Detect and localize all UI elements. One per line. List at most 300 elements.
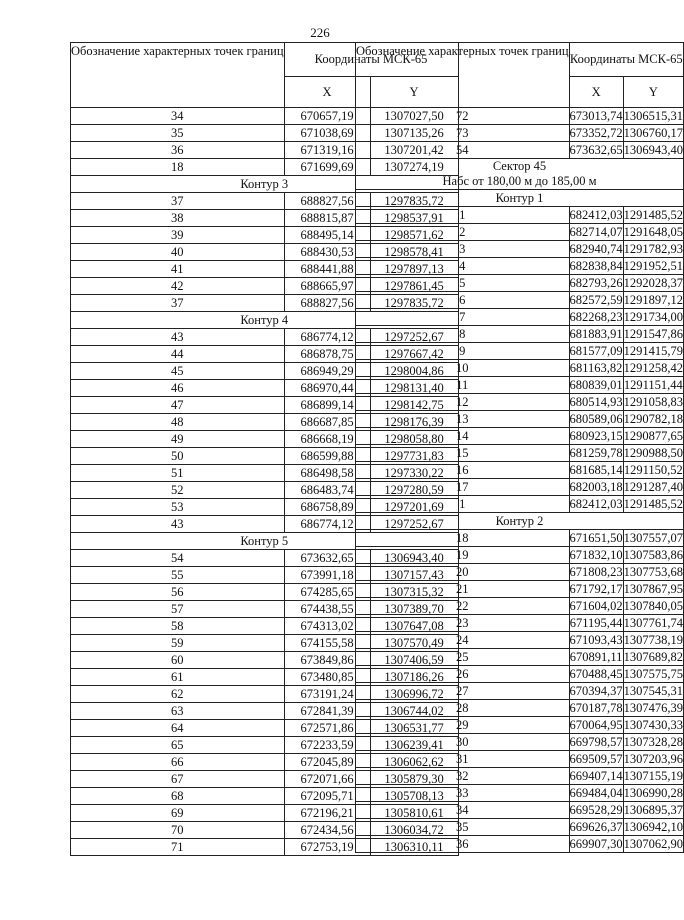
y-coordinate-cell: 1307583,86 [623, 548, 684, 562]
y-coordinate-cell: 1306239,41 [370, 737, 458, 754]
point-id-cell: 68 [71, 788, 285, 805]
section-row [356, 159, 684, 190]
x-coordinate-cell: 686483,74 [284, 482, 370, 499]
point-id-cell: 26 [356, 666, 570, 683]
point-id-cell: 18 [356, 530, 570, 547]
x-coordinate-cell: 672753,19 [284, 839, 370, 856]
x-coordinate-cell: 673191,24 [284, 686, 370, 703]
table-row [356, 428, 684, 445]
y-coordinate-cell: 1297897,13 [370, 261, 458, 278]
coordinates-table-right [355, 42, 684, 853]
point-id-cell: 36 [356, 836, 570, 853]
table-row [356, 836, 684, 853]
x-coordinate-cell: 680514,93 [569, 395, 623, 409]
point-id-cell: 9 [356, 343, 570, 360]
point-id-cell: 40 [71, 244, 285, 261]
table-row [356, 142, 684, 159]
x-coordinate-cell: 671038,69 [284, 125, 370, 142]
y-coordinate-cell: 1306531,77 [370, 720, 458, 737]
x-coordinate-cell: 682003,18 [569, 480, 623, 494]
section-title: Контур 3 [240, 176, 289, 191]
x-coordinate-cell: 674285,65 [284, 584, 370, 601]
point-id-cell: 38 [71, 210, 285, 227]
coordinates-header: Координаты МСК-65 [569, 43, 684, 77]
x-coordinate-cell: 670187,78 [569, 701, 623, 715]
x-coordinate-cell: 686774,12 [284, 329, 370, 346]
y-coordinate-cell: 1307406,59 [370, 652, 458, 669]
section-title: Контур 2 [495, 513, 544, 528]
y-coordinate-cell: 1307315,32 [370, 584, 458, 601]
y-coordinate-cell: 1291897,12 [623, 293, 684, 307]
y-coordinate-cell: 1307027,50 [370, 108, 458, 125]
y-coordinate-cell: 1298176,39 [370, 414, 458, 431]
y-header: Y [623, 77, 683, 108]
x-coordinate-cell: 669509,57 [569, 752, 623, 766]
table-row [356, 125, 684, 142]
point-id-cell: 21 [356, 581, 570, 598]
table-row [356, 394, 684, 411]
x-coordinate-cell: 673480,85 [284, 669, 370, 686]
y-coordinate-cell: 1290988,50 [623, 446, 684, 460]
point-id-cell: 43 [71, 516, 285, 533]
point-id-cell: 7 [356, 309, 570, 326]
point-id-cell: 67 [71, 771, 285, 788]
point-id-cell: 73 [356, 125, 570, 142]
table-row [356, 530, 684, 547]
x-coordinate-cell: 669528,29 [569, 803, 623, 817]
x-coordinate-cell: 680839,01 [569, 378, 623, 392]
y-coordinate-cell: 1306034,72 [370, 822, 458, 839]
section-row [356, 190, 684, 207]
y-coordinate-cell: 1291734,00 [623, 310, 684, 324]
x-coordinate-cell: 671808,23 [569, 565, 623, 579]
x-coordinate-cell: 688815,87 [284, 210, 370, 227]
point-id-cell: 17 [356, 479, 570, 496]
table-row [356, 751, 684, 768]
point-id-cell: 54 [356, 142, 570, 159]
point-id-cell: 42 [71, 278, 285, 295]
x-coordinate-cell: 672233,59 [284, 737, 370, 754]
y-coordinate-cell: 1291058,83 [623, 395, 684, 409]
y-coordinate-cell: 1297835,72 [370, 193, 458, 210]
y-coordinate-cell: 1306990,28 [623, 786, 684, 800]
table-row [356, 241, 684, 258]
page-number: 226 [310, 25, 330, 40]
point-id-cell: 30 [356, 734, 570, 751]
point-id-cell: 34 [356, 802, 570, 819]
x-coordinate-cell: 673013,74 [569, 109, 623, 123]
x-coordinate-cell: 672841,39 [284, 703, 370, 720]
point-id-cell: 6 [356, 292, 570, 309]
x-coordinate-cell: 671792,17 [569, 582, 623, 596]
y-coordinate-cell: 1305708,13 [370, 788, 458, 805]
point-id-cell: 71 [71, 839, 285, 856]
x-coordinate-cell: 673991,18 [284, 567, 370, 584]
section-title: Сектор 45 [492, 159, 547, 173]
point-id-cell: 11 [356, 377, 570, 394]
table-row [356, 802, 684, 819]
y-coordinate-cell: 1307753,68 [623, 565, 684, 579]
point-id-cell: 22 [356, 598, 570, 615]
point-id-cell: 29 [356, 717, 570, 734]
y-coordinate-cell: 1297252,67 [370, 516, 458, 533]
point-id-cell: 27 [356, 683, 570, 700]
point-id-cell: 5 [356, 275, 570, 292]
table-row [356, 683, 684, 700]
x-coordinate-cell: 688430,53 [284, 244, 370, 261]
section-label [356, 159, 684, 190]
table-row [356, 360, 684, 377]
x-coordinate-cell: 682572,59 [569, 293, 623, 307]
y-coordinate-cell: 1307689,82 [623, 650, 684, 664]
y-coordinate-cell: 1297201,69 [370, 499, 458, 516]
point-id-cell: 13 [356, 411, 570, 428]
y-coordinate-cell: 1307201,42 [370, 142, 458, 159]
y-coordinate-cell: 1306515,31 [623, 109, 684, 123]
y-coordinate-cell: 1291782,93 [623, 242, 684, 256]
point-id-cell: 46 [71, 380, 285, 397]
point-id-cell: 23 [356, 615, 570, 632]
y-coordinate-cell: 1291485,52 [623, 208, 684, 222]
table-row [356, 734, 684, 751]
y-coordinate-cell: 1291150,52 [623, 463, 683, 477]
y-coordinate-cell: 1291485,52 [623, 497, 684, 511]
table-row [356, 258, 684, 275]
point-id-cell: 43 [71, 329, 285, 346]
y-coordinate-cell: 1298571,62 [370, 227, 458, 244]
table-row [356, 224, 684, 241]
x-coordinate-cell: 686498,58 [284, 465, 370, 482]
point-id-cell: 36 [71, 142, 285, 159]
point-id-cell: 3 [356, 241, 570, 258]
point-id-cell: 65 [71, 737, 285, 754]
table-row [356, 377, 684, 394]
y-coordinate-cell: 1298131,40 [370, 380, 458, 397]
point-id-cell: 49 [71, 431, 285, 448]
x-coordinate-cell: 670394,37 [569, 684, 623, 698]
table-row [356, 275, 684, 292]
section-subtitle: Набс от 180,00 м до 185,00 м [442, 174, 597, 188]
y-coordinate-cell: 1291287,40 [623, 480, 684, 494]
point-id-cell: 35 [356, 819, 570, 836]
y-coordinate-cell: 1290782,18 [623, 412, 684, 426]
point-id-cell: 63 [71, 703, 285, 720]
y-coordinate-cell: 1306943,40 [370, 550, 458, 567]
x-coordinate-cell: 686599,88 [284, 448, 370, 465]
y-coordinate-cell: 1307761,74 [623, 616, 684, 630]
y-coordinate-cell: 1306996,72 [370, 686, 458, 703]
table-row [356, 207, 684, 224]
table-row [356, 615, 684, 632]
x-coordinate-cell: 669626,37 [569, 820, 623, 834]
table-row [356, 819, 684, 836]
x-coordinate-cell: 682412,03 [569, 497, 623, 511]
x-coordinate-cell: 671093,43 [569, 633, 623, 647]
y-coordinate-cell: 1306744,02 [370, 703, 458, 720]
point-id-cell: 55 [71, 567, 285, 584]
x-coordinate-cell: 682714,07 [569, 225, 623, 239]
point-id-cell: 56 [71, 584, 285, 601]
point-id-cell: 16 [356, 462, 570, 479]
y-coordinate-cell: 1298537,91 [370, 210, 458, 227]
point-id-cell: 32 [356, 768, 570, 785]
point-id-cell: 2 [356, 224, 570, 241]
table-row [356, 309, 684, 326]
table-row [356, 445, 684, 462]
x-coordinate-cell: 681259,78 [569, 446, 623, 460]
y-coordinate-cell: 1291547,86 [623, 327, 684, 341]
point-id-cell: 44 [71, 346, 285, 363]
x-coordinate-cell: 688441,88 [284, 261, 370, 278]
x-coordinate-cell: 686774,12 [284, 516, 370, 533]
x-coordinate-cell: 670488,45 [569, 667, 623, 681]
y-header: Y [370, 77, 458, 108]
point-id-cell: 52 [71, 482, 285, 499]
point-id-cell: 60 [71, 652, 285, 669]
y-coordinate-cell: 1298142,75 [370, 397, 458, 414]
point-id-cell: 34 [71, 108, 285, 125]
x-coordinate-cell: 686687,85 [284, 414, 370, 431]
point-id-cell: 53 [71, 499, 285, 516]
y-coordinate-cell: 1306942,10 [623, 820, 684, 834]
x-coordinate-cell: 669484,04 [569, 786, 623, 800]
x-coordinate-cell: 673632,65 [569, 143, 623, 157]
y-coordinate-cell: 1305810,61 [370, 805, 458, 822]
point-id-cell: 64 [71, 720, 285, 737]
x-coordinate-cell: 686949,29 [284, 363, 370, 380]
table-row [356, 717, 684, 734]
x-coordinate-cell: 681883,91 [569, 327, 623, 341]
y-coordinate-cell: 1307062,90 [623, 837, 684, 851]
y-coordinate-cell: 1290877,65 [623, 429, 684, 443]
y-coordinate-cell: 1306943,40 [623, 143, 684, 157]
point-id-cell: 57 [71, 601, 285, 618]
x-coordinate-cell: 671319,16 [284, 142, 370, 159]
point-id-cell: 59 [71, 635, 285, 652]
x-coordinate-cell: 673632,65 [284, 550, 370, 567]
x-coordinate-cell: 672196,21 [284, 805, 370, 822]
point-id-cell: 45 [71, 363, 285, 380]
x-coordinate-cell: 688827,56 [284, 295, 370, 312]
table-row [356, 292, 684, 309]
x-coordinate-cell: 670064,95 [569, 718, 623, 732]
point-id-cell: 15 [356, 445, 570, 462]
x-header: X [284, 77, 370, 108]
x-coordinate-cell: 674313,02 [284, 618, 370, 635]
y-coordinate-cell: 1307545,31 [623, 684, 684, 698]
point-id-cell: 18 [71, 159, 285, 176]
x-coordinate-cell: 682940,74 [569, 242, 623, 256]
point-id-cell: 61 [71, 669, 285, 686]
x-coordinate-cell: 686899,14 [284, 397, 370, 414]
point-designation-header: Обозначение характерных точек границ [356, 43, 570, 108]
x-coordinate-cell: 686668,19 [284, 431, 370, 448]
x-coordinate-cell: 680589,06 [569, 412, 623, 426]
y-coordinate-cell: 1307155,19 [623, 769, 684, 783]
point-id-cell: 10 [356, 360, 570, 377]
y-coordinate-cell: 1305879,30 [370, 771, 458, 788]
y-coordinate-cell: 1298004,86 [370, 363, 458, 380]
x-coordinate-cell: 669798,57 [569, 735, 623, 749]
point-id-cell: 41 [71, 261, 285, 278]
y-coordinate-cell: 1307738,19 [623, 633, 684, 647]
y-coordinate-cell: 1297252,67 [370, 329, 458, 346]
y-coordinate-cell: 1306310,11 [370, 839, 458, 856]
point-id-cell: 14 [356, 428, 570, 445]
point-id-cell: 70 [71, 822, 285, 839]
y-coordinate-cell: 1297280,59 [370, 482, 458, 499]
y-coordinate-cell: 1298578,41 [370, 244, 458, 261]
table-row [356, 326, 684, 343]
y-coordinate-cell: 1307157,43 [370, 567, 458, 584]
x-coordinate-cell: 674438,55 [284, 601, 370, 618]
y-coordinate-cell: 1307570,49 [370, 635, 458, 652]
y-coordinate-cell: 1306062,62 [370, 754, 458, 771]
y-coordinate-cell: 1307274,19 [370, 159, 458, 176]
point-id-cell: 69 [71, 805, 285, 822]
y-coordinate-cell: 1291415,79 [623, 344, 684, 358]
table-row [356, 411, 684, 428]
x-coordinate-cell: 686970,44 [284, 380, 370, 397]
point-id-cell: 4 [356, 258, 570, 275]
x-coordinate-cell: 681685,14 [569, 463, 623, 477]
x-coordinate-cell: 672571,86 [284, 720, 370, 737]
y-coordinate-cell: 1307203,96 [623, 752, 684, 766]
x-coordinate-cell: 671195,44 [569, 616, 623, 630]
y-coordinate-cell: 1307186,26 [370, 669, 458, 686]
section-row [356, 513, 684, 530]
y-coordinate-cell: 1307389,70 [370, 601, 458, 618]
point-id-cell: 58 [71, 618, 285, 635]
x-coordinate-cell: 686878,75 [284, 346, 370, 363]
y-coordinate-cell: 1306760,17 [623, 126, 684, 140]
table-row [356, 496, 684, 513]
point-id-cell: 47 [71, 397, 285, 414]
y-coordinate-cell: 1297667,42 [370, 346, 458, 363]
y-coordinate-cell: 1307840,05 [623, 599, 684, 613]
x-coordinate-cell: 688495,14 [284, 227, 370, 244]
x-coordinate-cell: 673849,86 [284, 652, 370, 669]
point-id-cell: 1 [356, 496, 570, 513]
point-id-cell: 1 [356, 207, 570, 224]
point-id-cell: 66 [71, 754, 285, 771]
x-coordinate-cell: 680923,15 [569, 429, 623, 443]
y-coordinate-cell: 1291151,44 [623, 378, 683, 392]
y-coordinate-cell: 1292028,37 [623, 276, 684, 290]
point-id-cell: 37 [71, 193, 285, 210]
y-coordinate-cell: 1306895,37 [623, 803, 684, 817]
table-row [356, 598, 684, 615]
section-title: Контур 4 [240, 312, 289, 327]
y-coordinate-cell: 1307135,26 [370, 125, 458, 142]
x-coordinate-cell: 681163,82 [569, 361, 623, 375]
table-row [356, 564, 684, 581]
x-coordinate-cell: 682793,26 [569, 276, 623, 290]
point-id-cell: 37 [71, 295, 285, 312]
x-coordinate-cell: 669907,30 [569, 837, 623, 851]
x-coordinate-cell: 681577,09 [569, 344, 623, 358]
y-coordinate-cell: 1307328,28 [623, 735, 684, 749]
x-coordinate-cell: 672071,66 [284, 771, 370, 788]
point-id-cell: 39 [71, 227, 285, 244]
point-id-cell: 54 [71, 550, 285, 567]
x-coordinate-cell: 673352,72 [569, 126, 623, 140]
x-coordinate-cell: 671832,10 [569, 548, 623, 562]
point-id-cell: 24 [356, 632, 570, 649]
table-row [356, 649, 684, 666]
point-designation-header: Обозначение характерных точек границ [71, 43, 285, 108]
point-id-cell: 35 [71, 125, 285, 142]
x-coordinate-cell: 670891,11 [569, 650, 623, 664]
point-id-cell: 12 [356, 394, 570, 411]
x-coordinate-cell: 669407,14 [569, 769, 623, 783]
x-header: X [569, 77, 623, 108]
table-row [356, 632, 684, 649]
y-coordinate-cell: 1307476,39 [623, 701, 684, 715]
section-title: Контур 5 [240, 533, 289, 548]
x-coordinate-cell: 671651,50 [569, 531, 623, 545]
x-coordinate-cell: 672434,56 [284, 822, 370, 839]
y-coordinate-cell: 1291648,05 [623, 225, 684, 239]
x-coordinate-cell: 682412,03 [569, 208, 623, 222]
coordinates-header: Координаты МСК-65 [284, 43, 458, 77]
point-id-cell: 25 [356, 649, 570, 666]
x-coordinate-cell: 682838,84 [569, 259, 623, 273]
point-id-cell: 19 [356, 547, 570, 564]
x-coordinate-cell: 672045,89 [284, 754, 370, 771]
y-coordinate-cell: 1297731,83 [370, 448, 458, 465]
y-coordinate-cell: 1307647,08 [370, 618, 458, 635]
point-id-cell: 20 [356, 564, 570, 581]
x-coordinate-cell: 688827,56 [284, 193, 370, 210]
x-coordinate-cell: 682268,23 [569, 310, 623, 324]
table-row [356, 547, 684, 564]
point-id-cell: 48 [71, 414, 285, 431]
point-id-cell: 72 [356, 108, 570, 125]
table-row [356, 785, 684, 802]
x-coordinate-cell: 674155,58 [284, 635, 370, 652]
table-row [356, 479, 684, 496]
point-id-cell: 62 [71, 686, 285, 703]
y-coordinate-cell: 1297330,22 [370, 465, 458, 482]
table-row [356, 462, 684, 479]
point-id-cell: 28 [356, 700, 570, 717]
y-coordinate-cell: 1297835,72 [370, 295, 458, 312]
table-row [356, 700, 684, 717]
section-label [356, 190, 684, 207]
section-title: Контур 1 [495, 190, 544, 205]
y-coordinate-cell: 1307867,95 [623, 582, 684, 596]
point-id-cell: 33 [356, 785, 570, 802]
y-coordinate-cell: 1307430,33 [623, 718, 684, 732]
x-coordinate-cell: 686758,89 [284, 499, 370, 516]
y-coordinate-cell: 1291952,51 [623, 259, 684, 273]
point-id-cell: 50 [71, 448, 285, 465]
x-coordinate-cell: 671699,69 [284, 159, 370, 176]
x-coordinate-cell: 688665,97 [284, 278, 370, 295]
point-id-cell: 51 [71, 465, 285, 482]
section-label [356, 513, 684, 530]
table-row [356, 666, 684, 683]
y-coordinate-cell: 1298058,80 [370, 431, 458, 448]
x-coordinate-cell: 670657,19 [284, 108, 370, 125]
x-coordinate-cell: 672095,71 [284, 788, 370, 805]
x-coordinate-cell: 671604,02 [569, 599, 623, 613]
y-coordinate-cell: 1307557,07 [623, 531, 684, 545]
table-row [356, 343, 684, 360]
table-row [356, 768, 684, 785]
y-coordinate-cell: 1297861,45 [370, 278, 458, 295]
